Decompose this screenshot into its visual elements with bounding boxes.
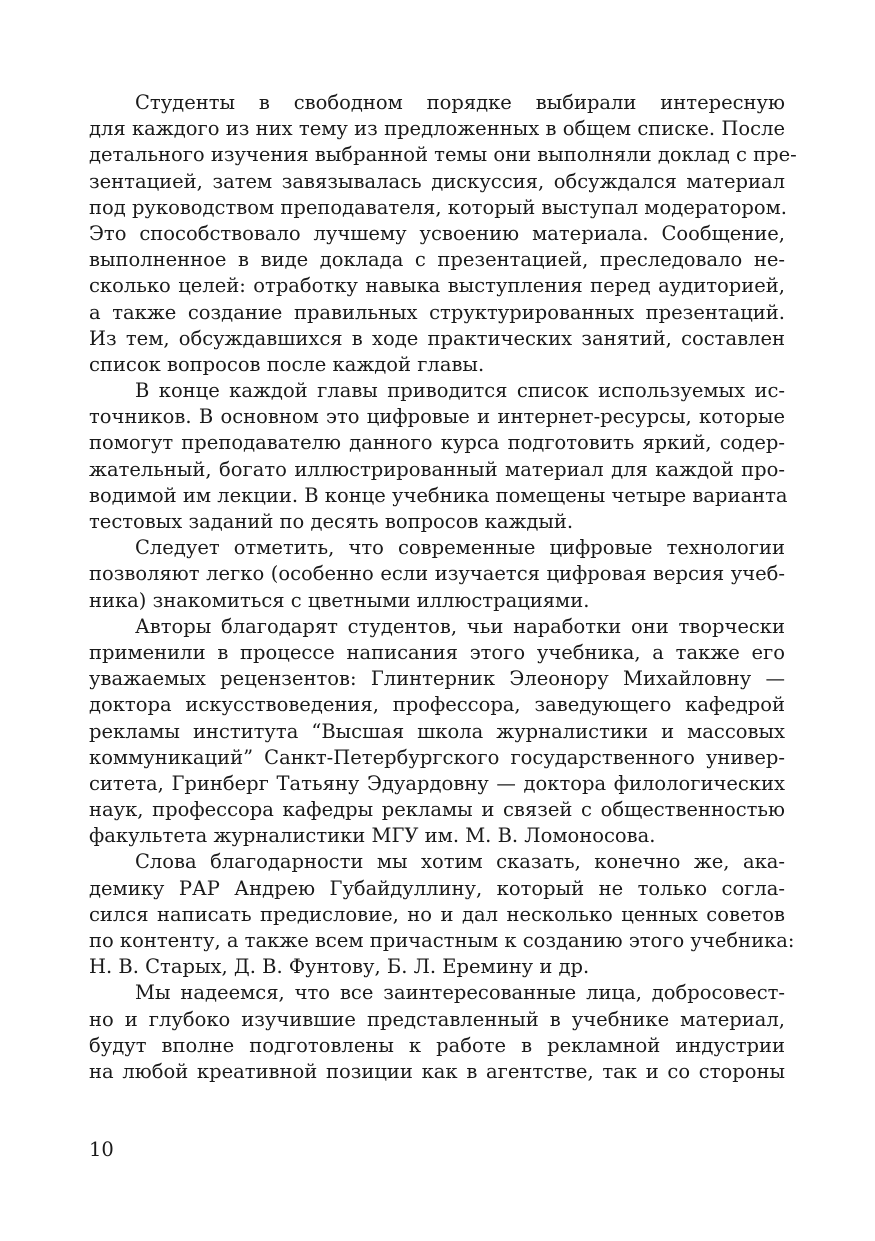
text-line: позволяют легко (особенно если изучается цифровая версия учеб- <box>89 562 785 586</box>
text-line: Мы надеемся, что все заинтересованные лица, добросовест- <box>135 981 785 1005</box>
text-line: но и глубоко изучившие представленный в учебнике материал, <box>89 1007 785 1031</box>
paragraph <box>89 90 797 378</box>
text-line: Из тем, обсуждавшихся в ходе практических занятий, составлен <box>89 326 785 350</box>
text-line: точников. В основном это цифровые и интернет-ресурсы, которые <box>89 405 785 429</box>
page-number: 10 <box>89 1138 114 1161</box>
paragraph <box>89 849 795 980</box>
text-line: по контенту, а также всем причастным к созданию этого учебника: <box>89 929 795 952</box>
paragraph <box>89 614 785 850</box>
text-line: зентацией, затем завязывалась дискуссия, обсуждался материал <box>89 169 785 193</box>
paragraph <box>89 535 785 614</box>
text-line: выполненное в виде доклада с презентацией, преследовало не- <box>89 248 785 272</box>
text-line: детального изучения выбранной темы они выполняли доклад с пре- <box>89 143 797 167</box>
text-line: будут вполне подготовлены к работе в рекламной индустрии <box>89 1033 785 1057</box>
text-line: а также создание правильных структурированных презентаций. <box>89 300 785 324</box>
text-line: уважаемых рецензентов: Глинтерник Элеонору Михайловну — <box>89 667 785 691</box>
body-text <box>89 90 797 1085</box>
text-line: для каждого из них тему из предложенных в общем списке. После <box>89 117 785 141</box>
text-line: водимой им лекции. В конце учебника помещены четыре варианта <box>89 483 788 507</box>
text-line: Н. В. Старых, Д. В. Фунтову, Б. Л. Еремину и др. <box>89 955 590 979</box>
text-line: применили в процессе написания этого учебника, а также его <box>89 640 785 664</box>
text-line: Авторы благодарят студентов, чьи наработки они творчески <box>135 614 785 638</box>
text-line: ника) знакомиться с цветными иллюстрациями. <box>89 588 590 612</box>
text-line: на любой креативной позиции как в агентстве, так и со стороны <box>89 1059 785 1083</box>
text-line: список вопросов после каждой главы. <box>89 352 485 376</box>
text-line: ситета, Гринберг Татьяну Эдуардовну — доктора филологических <box>89 771 785 795</box>
text-line: факультета журналистики МГУ им. М. В. Ломоносова. <box>89 824 656 848</box>
text-line: жательный, богато иллюстрированный материал для каждой про- <box>89 457 785 481</box>
text-line: сился написать предисловие, но и дал несколько ценных советов <box>89 902 785 926</box>
paragraph <box>89 980 785 1085</box>
paragraph <box>89 378 788 535</box>
text-line: Слова благодарности мы хотим сказать, конечно же, ака- <box>135 850 785 874</box>
text-line: помогут преподавателю данного курса подготовить яркий, содер- <box>89 431 785 455</box>
text-line: доктора искусствоведения, профессора, заведующего кафедрой <box>89 693 785 717</box>
text-line: Это способствовало лучшему усвоению материала. Сообщение, <box>89 221 785 245</box>
text-line: сколько целей: отработку навыка выступления перед аудиторией, <box>89 274 785 298</box>
text-line: В конце каждой главы приводится список используемых ис- <box>135 379 785 403</box>
text-line: наук, профессора кафедры рекламы и связей с общественностью <box>89 798 785 822</box>
text-line: Следует отметить, что современные цифровые технологии <box>135 536 785 560</box>
text-line: демику РАР Андрею Губайдуллину, который не только согла- <box>89 876 785 900</box>
text-line: тестовых заданий по десять вопросов каждый. <box>89 510 574 533</box>
text-line: рекламы института “Высшая школа журналистики и массовых <box>89 719 785 743</box>
text-line: под руководством преподавателя, который выступал модератором. <box>89 195 787 219</box>
text-line: Студенты в свободном порядке выбирали интересную <box>135 91 785 114</box>
text-line: коммуникаций” Санкт-Петербургского государственного универ- <box>89 745 785 769</box>
